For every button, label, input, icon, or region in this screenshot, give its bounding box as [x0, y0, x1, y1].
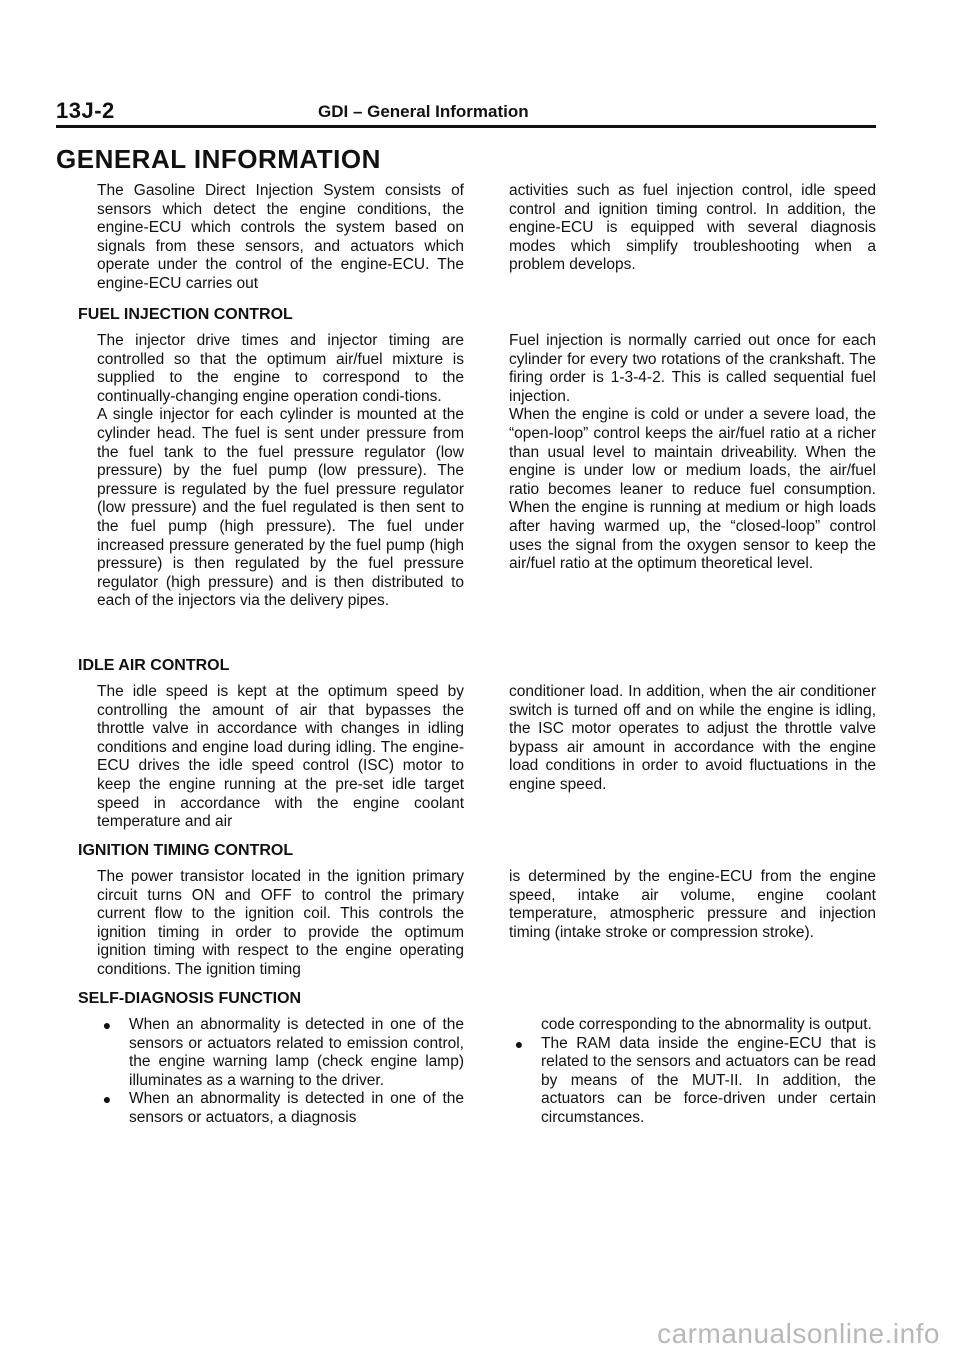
- fuel-injection-right-column: [509, 332, 876, 574]
- bullet-icon: ●: [102, 1017, 112, 1033]
- header-divider: [56, 125, 876, 128]
- watermark: carmanualsonline.info: [657, 1318, 940, 1349]
- ignition-right-column: [509, 868, 876, 942]
- ignition-paragraph-right: is determined by the engine-ECU from the engine speed, intake air volume, engine coolant temperature, atmospheric pressure and injection timing (intake stroke or compression stroke).: [509, 868, 876, 941]
- fuel-injection-paragraph: Fuel injection is normally carried out once for each cylinder for every two rotations of the crankshaft. The firing order is 1-3-4-2. This is called sequential fuel injection.: [509, 332, 876, 405]
- intro-left-column: [97, 182, 464, 294]
- fuel-injection-paragraph: A single injector for each cylinder is mounted at the cylinder head. The fuel is sent under pressure from the fuel tank to the fuel pressure regulator (low pressure) by the fuel pump (low pressure). The pressure is regulated by the fuel pressure regulator (low pressure) and the fuel regulated is then sent to the fuel pump (high pressure). The fuel under increased pressure generated by the fuel pump (high pressure) is then regulated by the fuel pressure regulator (high pressure) and is then distributed to each of the injectors via the delivery pipes.: [97, 406, 464, 610]
- idle-air-paragraph-left: The idle speed is kept at the optimum speed by controlling the amount of air that bypasses the throttle valve in accordance with changes in idling conditions and engine load during idling. The engine-ECU drives the idle speed control (ISC) motor to keep the engine running at the pre-set idle target speed in accordance with the engine coolant temperature and air: [97, 683, 464, 831]
- list-item: [97, 1090, 464, 1127]
- idle-air-heading: IDLE AIR CONTROL: [78, 657, 230, 674]
- page-header: [56, 98, 876, 128]
- self-diagnosis-list-left: [97, 1016, 464, 1128]
- list-item: [509, 1016, 876, 1035]
- bullet-icon: ●: [102, 1091, 112, 1108]
- ignition-paragraph-left: The power transistor located in the ignition primary circuit turns ON and OFF to control the primary current flow to the ignition coil. This controls the ignition timing in order to provide the optimum ignition timing with respect to the engine operating conditions. The ignition timing: [97, 868, 464, 978]
- list-item-text: When an abnormality is detected in one of the sensors or actuators, a diagnosis: [129, 1090, 464, 1126]
- list-item-text: The RAM data inside the engine-ECU that is related to the sensors and actuators can be read by means of the MUT-II. In addition, the actuators can be force-driven under certain circumstances.: [541, 1034, 876, 1126]
- main-heading: GENERAL INFORMATION: [56, 144, 381, 174]
- idle-air-right-column: [509, 683, 876, 795]
- fuel-injection-paragraph: When the engine is cold or under a severe load, the “open-loop” control keeps the air/fuel ratio at a richer than usual level to maintain driveability. When the engine is under low or medium loads, the air/fuel ratio becomes leaner to reduce fuel consumption. When the engine is running at medium or high loads after having warmed up, the “closed-loop” control uses the signal from the oxygen sensor to keep the air/fuel ratio at the optimum theoretical level.: [509, 406, 876, 573]
- list-item: [509, 1035, 876, 1128]
- fuel-injection-heading: FUEL INJECTION CONTROL: [78, 306, 293, 323]
- idle-air-paragraph-right: conditioner load. In addition, when the air conditioner switch is turned off and on while the engine is idling, the ISC motor operates to adjust the throttle valve bypass air amount in accordance with the engine load conditions in order to avoid fluctuations in the engine speed.: [509, 683, 876, 793]
- header-title: GDI – General Information: [318, 102, 529, 121]
- list-item: [97, 1016, 464, 1090]
- list-item-text: code corresponding to the abnormality is output.: [541, 1016, 872, 1033]
- self-diagnosis-right-column: [509, 1016, 876, 1128]
- idle-air-left-column: [97, 683, 464, 832]
- intro-right-column: [509, 182, 876, 275]
- self-diagnosis-list-right: [509, 1016, 876, 1128]
- self-diagnosis-left-column: [97, 1016, 464, 1128]
- bullet-icon: ●: [514, 1035, 524, 1052]
- intro-paragraph-right: activities such as fuel injection control, idle speed control and ignition timing control. In addition, the engine-ECU is equipped with several diagnosis modes which simplify troubleshooting when a problem develops.: [509, 182, 876, 274]
- fuel-injection-left-column: [97, 332, 464, 611]
- ignition-left-column: [97, 868, 464, 980]
- page-number: 13J-2: [56, 98, 115, 123]
- ignition-heading: IGNITION TIMING CONTROL: [78, 842, 294, 859]
- self-diagnosis-heading: SELF-DIAGNOSIS FUNCTION: [78, 990, 302, 1007]
- list-item-text: When an abnormality is detected in one of the sensors or actuators related to emission control, the engine warning lamp (check engine lamp) illuminates as a warning to the driver.: [129, 1016, 464, 1089]
- intro-paragraph-left: The Gasoline Direct Injection System consists of sensors which detect the engine conditions, the engine-ECU which controls the system based on signals from these sensors, and actuators which operate under the control of the engine-ECU. The engine-ECU carries out: [97, 182, 464, 292]
- fuel-injection-paragraph: The injector drive times and injector timing are controlled so that the optimum air/fuel mixture is supplied to the engine to correspond to the continually-changing engine operation condi-tions.: [97, 332, 464, 405]
